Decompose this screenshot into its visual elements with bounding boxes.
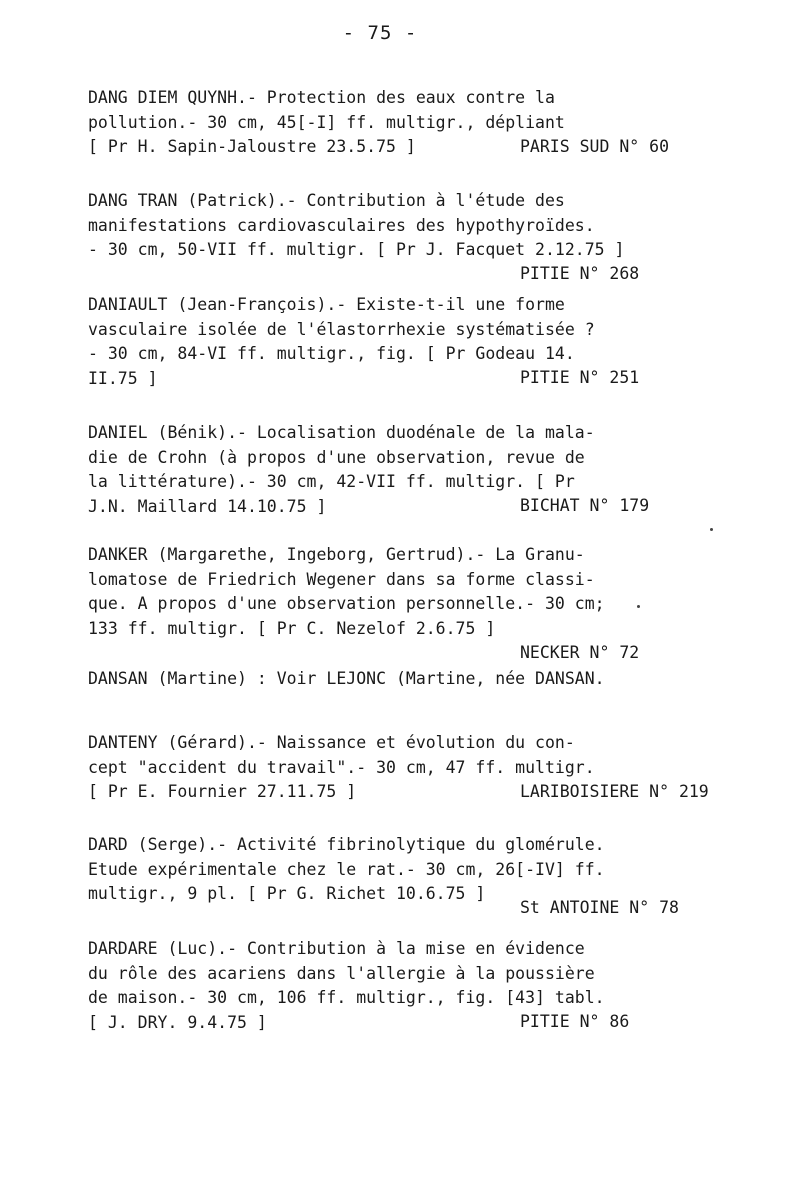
- entry-reference: [ J. DRY. 9.4.75 ]: [88, 1012, 267, 1032]
- entry-line: multigr., 9 pl. [ Pr G. Richet 10.6.75 ]: [88, 884, 486, 903]
- entry-line: 133 ff. multigr. [ Pr C. Nezelof 2.6.75 ]: [88, 618, 496, 638]
- entry-line: DANIAULT (Jean-François).- Existe-t-il une forme: [88, 295, 565, 314]
- entry-dardare: [88, 937, 688, 1035]
- entry-line: du rôle des acariens dans l'allergie à la poussière: [88, 963, 595, 983]
- scan-speck: [710, 528, 713, 531]
- entry-dang-tran: [88, 189, 688, 283]
- entry-line: - 30 cm, 84-VI ff. multigr., fig. [ Pr Godeau 14.: [88, 344, 575, 363]
- entry-reference: II.75 ]: [88, 368, 158, 388]
- entry-line: cept "accident du travail".- 30 cm, 47 ff. multigr.: [88, 757, 595, 777]
- entry-line: lomatose de Friedrich Wegener dans sa forme classi-: [88, 569, 595, 589]
- entry-line: de maison.- 30 cm, 106 ff. multigr., fig. [43] tabl.: [88, 988, 605, 1007]
- entry-line: DANKER (Margarethe, Ingeborg, Gertrud).- La Granu-: [88, 545, 585, 564]
- entry-danteny: [88, 731, 709, 805]
- entry-line: pollution.- 30 cm, 45[-I] ff. multigr., dépliant: [88, 112, 565, 132]
- entry-reference: J.N. Maillard 14.10.75 ]: [88, 496, 327, 516]
- entry-reference: [ Pr H. Sapin-Jaloustre 23.5.75 ]: [88, 137, 416, 156]
- entry-line: Etude expérimentale chez le rat.- 30 cm, 26[-IV] ff.: [88, 859, 605, 879]
- entry-library: LARIBOISIERE N° 219: [520, 782, 709, 801]
- entry-line: DANTENY (Gérard).- Naissance et évolution du con-: [88, 733, 575, 752]
- entry-line: - 30 cm, 50-VII ff. multigr. [ Pr J. Facquet 2.12.75 ]: [88, 240, 625, 259]
- entry-line: DARD (Serge).- Activité fibrinolytique du glomérule.: [88, 835, 605, 854]
- entry-library: PITIE N° 86: [520, 1012, 630, 1031]
- entry-line: DANG TRAN (Patrick).- Contribution à l'étude des: [88, 191, 565, 210]
- entry-line: vasculaire isolée de l'élastorrhexie systématisée ?: [88, 319, 595, 339]
- entry-line: que. A propos d'une observation personnelle.- 30 cm;: [88, 594, 605, 613]
- entry-library: NECKER N° 72: [520, 643, 640, 662]
- entry-line: manifestations cardiovasculaires des hypothyroïdes.: [88, 215, 595, 235]
- entry-reference: [ Pr E. Fournier 27.11.75 ]: [88, 782, 357, 801]
- entry-line: la littérature).- 30 cm, 42-VII ff. multigr. [ Pr: [88, 472, 575, 491]
- entry-danker: [88, 543, 688, 662]
- entry-dang-diem-quynh: [88, 86, 688, 160]
- page-number: - 75 -: [342, 22, 418, 44]
- entry-library: PARIS SUD N° 60: [520, 137, 670, 156]
- entry-library: PITIE N° 251: [520, 368, 640, 387]
- entry-dard: [88, 833, 688, 917]
- entry-line: DANSAN (Martine) : Voir LEJONC (Martine, née DANSAN.: [88, 669, 605, 688]
- entry-line: DARDARE (Luc).- Contribution à la mise en évidence: [88, 939, 585, 958]
- scan-speck: [637, 605, 640, 608]
- entry-library: St ANTOINE N° 78: [520, 898, 679, 917]
- entry-line: die de Crohn (à propos d'une observation, revue de: [88, 447, 585, 467]
- entry-library: BICHAT N° 179: [520, 496, 650, 515]
- entry-dansan: [88, 667, 688, 692]
- entry-daniault: [88, 293, 688, 391]
- entry-line: DANG DIEM QUYNH.- Protection des eaux contre la: [88, 88, 555, 107]
- entry-daniel: [88, 421, 688, 519]
- entry-line: DANIEL (Bénik).- Localisation duodénale de la mala-: [88, 423, 595, 442]
- entry-library: PITIE N° 268: [520, 264, 640, 283]
